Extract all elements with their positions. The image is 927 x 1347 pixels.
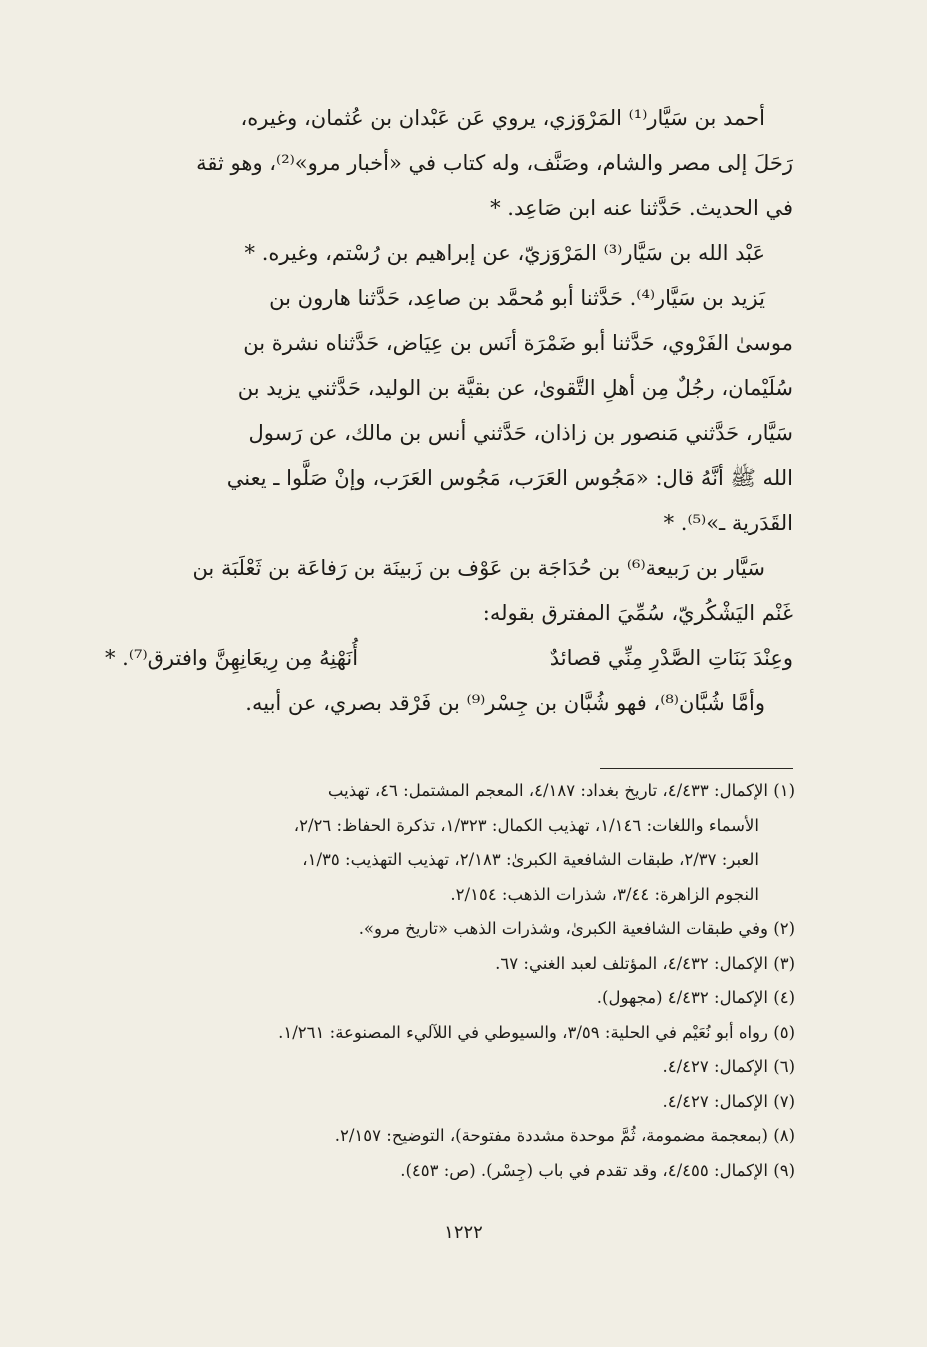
footnote-text: الإكمال: ٤/٤٣٢، المؤتلف لعبد الغني: ٦٧. [495, 953, 768, 973]
page-number: ١٢٢٢ [444, 1222, 483, 1243]
text-line: الله ﷺ أنَّهُ قال: «مَجُوس العَرَب، مَجُوس العَرَب، وإنْ صَلَّوا ـ يعني [226, 466, 793, 490]
footnote-2 [105, 912, 795, 947]
footnote-3 [105, 947, 795, 982]
footnote-number: (٧) [773, 1091, 795, 1111]
footnote-text: الإكمال: ٤/٤٢٧. [662, 1091, 768, 1111]
poetry-verse [105, 636, 793, 681]
text-line: أحمد بن سَيَّار⁽¹⁾ المَرْوَزي، يروي عَن عَبْدان بن عُثمان، وغيره، [240, 106, 765, 130]
verse-second-hemistich: أُنَهْنِهُ مِن رِيعَانِهِنَّ وافترق⁽⁷⁾. * [105, 646, 359, 670]
footnote-1 [105, 774, 795, 809]
text-line: يَزيد بن سَيَّار⁽⁴⁾. حَدَّثنا أبو مُحمَّد بن صاعِد، حَدَّثنا هارون بن [269, 286, 765, 310]
text-line: القَدَرية ـ»⁽⁵⁾. * [663, 511, 793, 535]
text-line: سَيَّار بن رَبيعة⁽⁶⁾ بن حُدَاجَة بن عَوْف بن زَبينَة بن رَفاعَة بن ثَعْلَبَة بن [192, 556, 765, 580]
footnote-8 [105, 1119, 795, 1154]
footnote-text: الإكمال: ٤/٤٢٧. [662, 1057, 768, 1076]
text-line: رَحَلَ إلى مصر والشام، وصَنَّف، وله كتاب في «أخبار مرو»⁽²⁾، وهو ثقة [196, 151, 793, 175]
footnote-6 [105, 1050, 795, 1085]
footnote-text: وفي طبقات الشافعية الكبرىٰ، وشذرات الذهب «تاريخ مرو». [358, 919, 768, 938]
footnote-1-continuation: النجوم الزاهرة: ٣/٤٤، شذرات الذهب: ٢/١٥٤. [450, 884, 759, 904]
footnote-5 [105, 1016, 795, 1051]
text-line: سُلَيْمان، رجُلٌ مِن أهلِ التَّقوىٰ، عن بقيَّة بن الوليد، حَدَّثني يزيد بن [237, 376, 793, 400]
main-text-block [105, 96, 793, 726]
text-line: في الحديث. حَدَّثنا عنه ابن صَاعِد. * [490, 196, 793, 220]
text-line: غَنْم اليَشْكُريّ، سُمِّيَ المفترق بقوله: [482, 601, 793, 625]
footnote-number: (٣) [773, 953, 795, 973]
footnote-number: (٤) [773, 988, 795, 1007]
footnote-text: الإكمال: ٤/٤٣٢ (مجهول). [596, 988, 768, 1007]
text-line: سَيَّار، حَدَّثني مَنصور بن زاذان، حَدَّثني أنس بن مالك، عن رَسول [248, 421, 793, 445]
verse-first-hemistich: وعِنْدَ بَنَاتِ الصَّدْرِ مِنِّي قصائدٌ [549, 646, 793, 670]
footnote-4 [105, 981, 795, 1016]
footnote-divider [600, 768, 793, 769]
footnote-number: (٢) [773, 919, 795, 938]
footnote-number: (٦) [773, 1057, 795, 1076]
footnote-number: (٥) [773, 1022, 795, 1042]
text-line: عَبْد الله بن سَيَّار⁽³⁾ المَرْوَزيّ، عن إبراهيم بن رُسْتم، وغيره. * [244, 241, 765, 265]
footnote-7 [105, 1085, 795, 1120]
footnote-text: (بمعجمة مضمومة، ثُمَّ موحدة مشددة مفتوحة)، التوضيح: ٢/١٥٧. [334, 1126, 768, 1145]
footnote-1-continuation: الأسماء واللغات: ١/١٤٦، تهذيب الكمال: ١/٣٢٣، تذكرة الحفاظ: ٢/٢٦، [293, 815, 759, 835]
footnotes-block [105, 774, 795, 1188]
footnote-number: (١) [773, 781, 795, 800]
footnote-text: رواه أبو نُعَيْم في الحلية: ٣/٥٩، والسيوطي في اللآليء المصنوعة: ١/٢٦١. [278, 1022, 768, 1042]
footnote-9 [105, 1154, 795, 1189]
footnote-number: (٨) [773, 1126, 795, 1145]
footnote-text: الإكمال: ٤/٤٥٥، وقد تقدم في باب (جِسْر). (ص: ٤٥٣). [400, 1160, 768, 1180]
footnote-number: (٩) [773, 1160, 795, 1180]
text-line: وأمَّا شُبَّان⁽⁸⁾، فهو شُبَّان بن جِسْر⁽⁹⁾ بن فَرْقد بصري، عن أبيه. [245, 691, 765, 715]
text-line: موسىٰ الفَرْوي، حَدَّثنا أبو ضَمْرَة أنَس بن عِيَاض، حَدَّثناه نشرة بن [243, 331, 793, 355]
footnote-text: الإكمال: ٤/٤٣٣، تاريخ بغداد: ٤/١٨٧، المعجم المشتمل: ٤٦، تهذيب [327, 781, 768, 800]
footnote-1-continuation: العبر: ٢/٣٧، طبقات الشافعية الكبرىٰ: ٢/١٨٣، تهذيب التهذيب: ١/٣٥، [302, 850, 759, 869]
